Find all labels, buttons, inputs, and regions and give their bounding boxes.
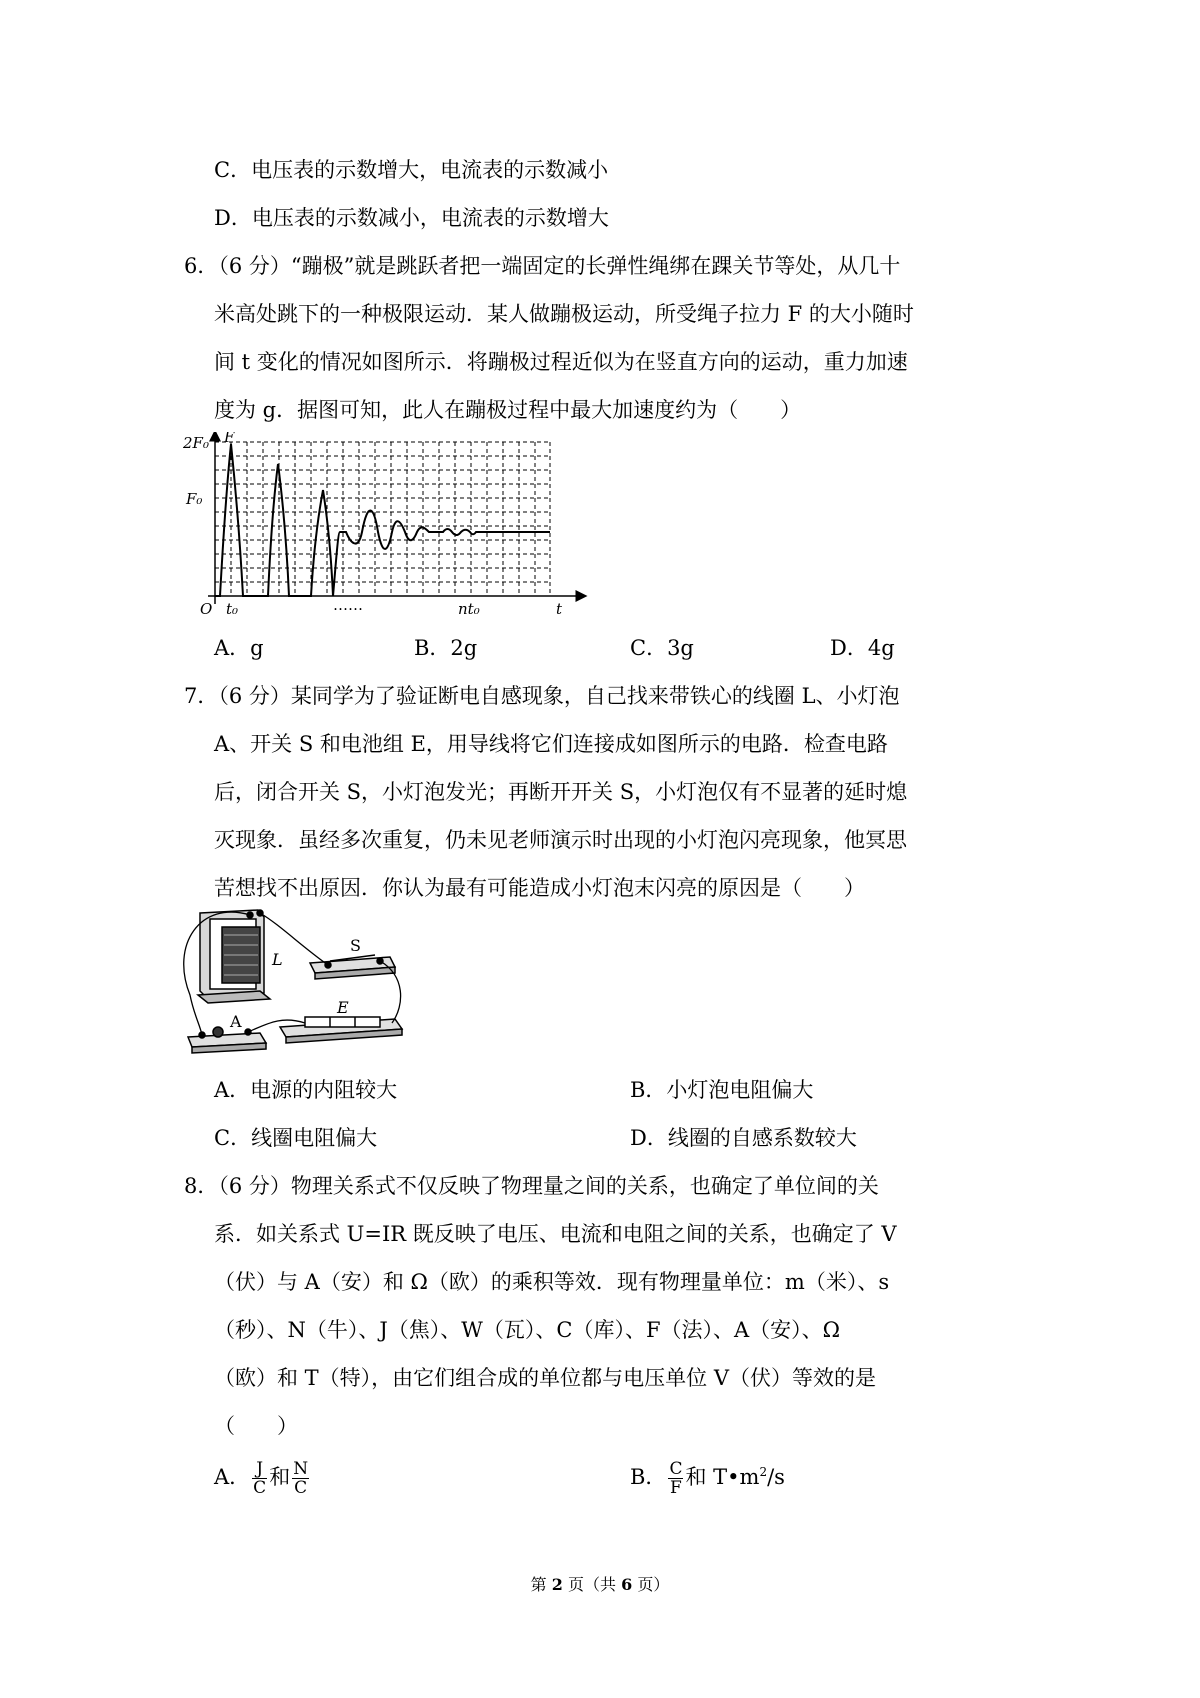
q8-option-b-frac1: $\frac{C}{F}$ (669, 1459, 683, 1498)
q7-option-b[interactable]: B．小灯泡电阻偏大 (630, 1078, 814, 1102)
q5-option-c: C．电压表的示数增大，电流表的示数减小 (214, 158, 609, 182)
q6-stem-line-3: 间 t 变化的情况如图所示．将蹦极过程近似为在竖直方向的运动，重力加速 (214, 350, 908, 374)
q6-stem-line-2: 米高处跳下的一种极限运动．某人做蹦极运动，所受绳子拉力 F 的大小随时 (214, 302, 914, 326)
q6-stem-line-1: 6．（6 分）“蹦极”就是跳跃者把一端固定的长弹性绳绑在踝关节等处，从几十 (184, 254, 901, 278)
q6-y-axis-label: F (224, 432, 235, 446)
q7-stem-line-1: 7．（6 分）某同学为了验证断电自感现象，自己找来带铁心的线圈 L、小灯泡 (184, 684, 900, 708)
q6-x-axis-label: t (556, 600, 563, 617)
total-page-count: 6 (621, 1575, 633, 1594)
q7-lamp (188, 1027, 266, 1053)
q7-inductor-coil (198, 910, 270, 1003)
q7-label-e: E (337, 998, 349, 1017)
q8-option-a[interactable] (214, 1460, 311, 1497)
q6-option-a[interactable]: A．g (214, 636, 264, 660)
q7-option-d[interactable]: D．线圈的自感系数较大 (630, 1126, 857, 1150)
q6-y-tick-f0: F₀ (186, 490, 203, 508)
q8-stem-line-1: 8．（6 分）物理关系式不仅反映了物理量之间的关系，也确定了单位间的关 (184, 1174, 879, 1198)
q6-force-curve (215, 444, 550, 596)
q7-stem-line-2: A、开关 S 和电池组 E，用导线将它们连接成如图所示的电路．检查电路 (214, 732, 888, 756)
q8-stem-line-5: （欧）和 T（特），由它们组合成的单位都与电压单位 V（伏）等效的是 (214, 1366, 877, 1390)
q7-stem-line-3: 后，闭合开关 S，小灯泡发光；再断开开关 S，小灯泡仅有不显著的延时熄 (214, 780, 908, 804)
q7-circuit-figure (180, 905, 430, 1055)
q8-stem-line-2: 系．如关系式 U=IR 既反映了电压、电流和电阻之间的关系，也确定了 V (214, 1222, 897, 1246)
q8-option-b-label: B． (630, 1465, 667, 1489)
q8-option-b-and: 和 T•m (685, 1465, 760, 1489)
q6-x-tick-nt0: nt₀ (458, 600, 480, 617)
q6-option-d[interactable]: D．4g (830, 636, 895, 660)
q8-option-a-frac2: $\frac{N}{C}$ (293, 1459, 309, 1498)
q6-x-ellipsis: …… (333, 596, 363, 614)
q7-option-a[interactable]: A．电源的内阻较大 (214, 1078, 398, 1102)
q7-switch (310, 955, 395, 979)
q8-option-a-and: 和 (269, 1465, 291, 1489)
q6-graph-grid (215, 442, 550, 596)
page-footer: 第 2 页（共 6 页） (530, 1575, 670, 1594)
q6-force-time-graph (178, 432, 598, 617)
q6-x-tick-t0: t₀ (226, 600, 239, 617)
q7-label-a: A (230, 1012, 242, 1031)
q8-option-b-tail: /s (767, 1465, 785, 1489)
q8-stem-line-6: （ ） (214, 1414, 298, 1438)
q8-stem-line-3: （伏）与 A（安）和 Ω（欧）的乘积等效．现有物理量单位：m（米）、s (214, 1270, 890, 1294)
q8-option-a-label: A． (214, 1465, 251, 1489)
q7-label-l: L (272, 950, 283, 969)
q7-label-s: S (350, 936, 361, 955)
q6-origin-label: O (200, 600, 213, 617)
q6-option-c[interactable]: C．3g (630, 636, 694, 660)
q6-y-tick-2f0: 2F₀ (183, 434, 209, 452)
q8-option-b-sup: 2 (759, 1465, 768, 1479)
q7-stem-line-4: 灭现象．虽经多次重复，仍未见老师演示时出现的小灯泡闪亮现象，他冥思 (214, 828, 907, 852)
q6-option-b[interactable]: B．2g (414, 636, 478, 660)
q8-stem-line-4: （秒）、N（牛）、J（焦）、W（瓦）、C（库）、F（法）、A（安）、Ω (214, 1318, 841, 1342)
q5-option-d: D．电压表的示数减小，电流表的示数增大 (214, 206, 609, 230)
q8-option-b[interactable] (630, 1460, 785, 1497)
current-page-number: 2 (551, 1575, 563, 1594)
q7-option-c[interactable]: C．线圈电阻偏大 (214, 1126, 378, 1150)
q6-stem-line-4: 度为 g．据图可知，此人在蹦极过程中最大加速度约为（ ） (214, 398, 802, 422)
q7-stem-line-5: 苦想找不出原因．你认为最有可能造成小灯泡末闪亮的原因是（ ） (214, 876, 865, 900)
q8-option-a-frac1: $\frac{J}{C}$ (253, 1459, 267, 1498)
